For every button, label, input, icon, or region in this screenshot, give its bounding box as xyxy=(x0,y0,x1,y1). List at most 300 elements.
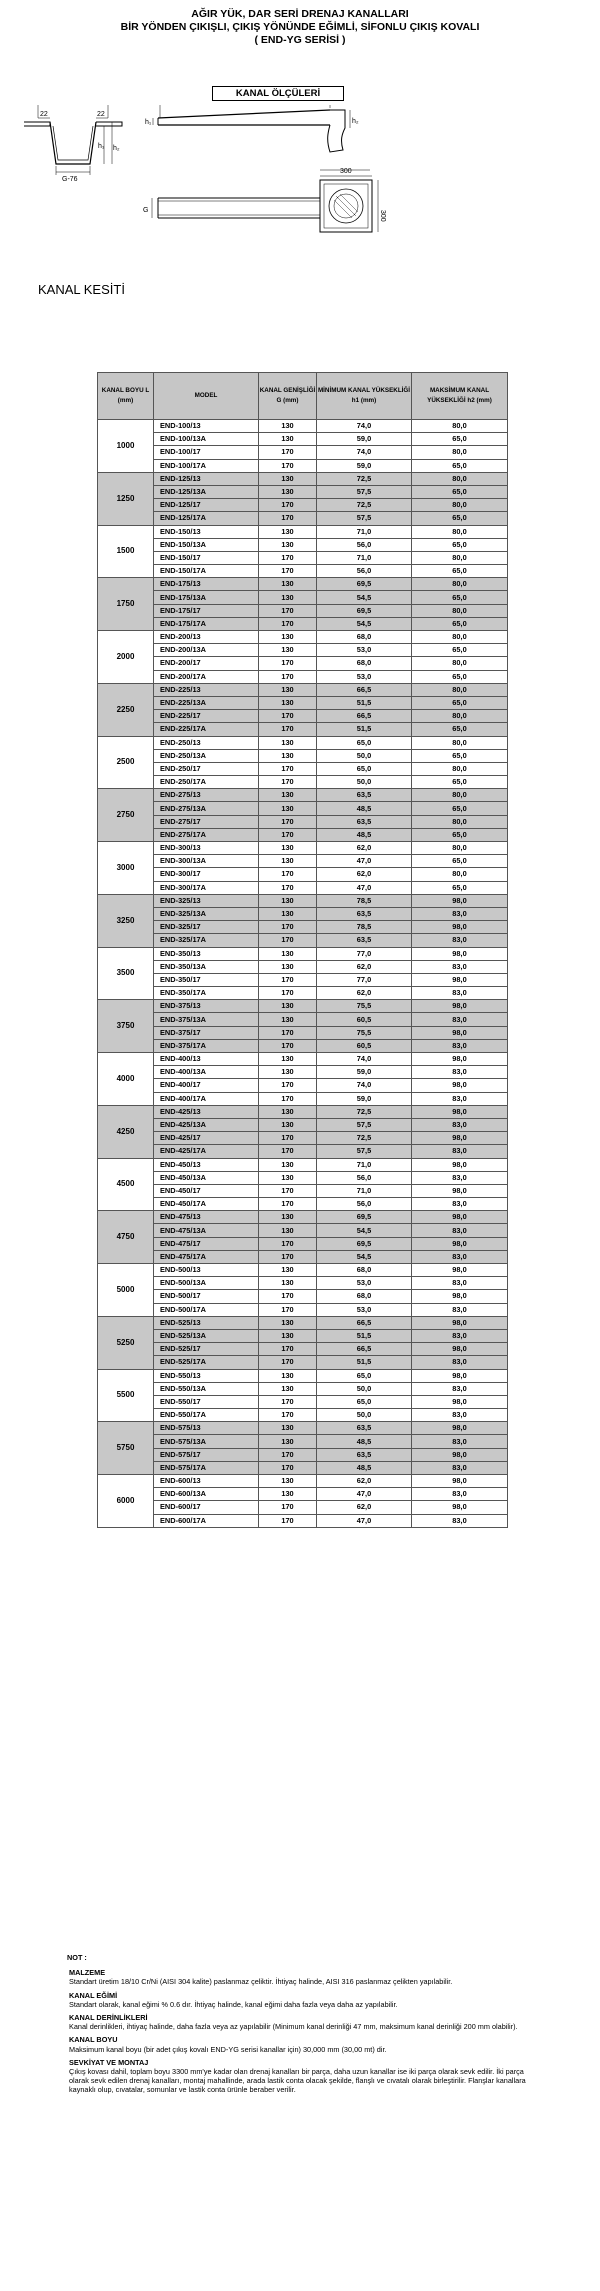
header-min-height: MİNİMUM KANAL YÜKSEKLİĞİ h1 (mm) xyxy=(317,373,412,420)
side-h2-label: h₂ xyxy=(352,118,359,125)
cell-width: 170 xyxy=(259,1343,317,1356)
cell-min-height: 75,5 xyxy=(317,1026,412,1039)
table-row xyxy=(98,446,508,459)
cell-width: 170 xyxy=(259,1395,317,1408)
cell-min-height: 50,0 xyxy=(317,776,412,789)
cell-model: END-475/13A xyxy=(154,1224,259,1237)
table-row xyxy=(98,1475,508,1488)
table-row xyxy=(98,1461,508,1474)
table-row xyxy=(98,987,508,1000)
cell-min-height: 65,0 xyxy=(317,736,412,749)
cell-max-height: 80,0 xyxy=(412,710,508,723)
cell-length: 3500 xyxy=(98,947,154,1000)
cell-min-height: 51,5 xyxy=(317,1329,412,1342)
cell-max-height: 83,0 xyxy=(412,1382,508,1395)
cell-model: END-425/13A xyxy=(154,1118,259,1131)
cell-model: END-550/17 xyxy=(154,1395,259,1408)
cell-min-height: 65,0 xyxy=(317,1395,412,1408)
cell-model: END-425/17 xyxy=(154,1132,259,1145)
cell-max-height: 83,0 xyxy=(412,1198,508,1211)
table-row xyxy=(98,512,508,525)
cell-min-height: 63,5 xyxy=(317,815,412,828)
cell-max-height: 80,0 xyxy=(412,420,508,433)
cell-max-height: 83,0 xyxy=(412,1277,508,1290)
cell-min-height: 48,5 xyxy=(317,1461,412,1474)
cell-min-height: 66,5 xyxy=(317,710,412,723)
table-group xyxy=(98,1158,508,1211)
cell-max-height: 80,0 xyxy=(412,525,508,538)
cell-width: 130 xyxy=(259,1316,317,1329)
table-row xyxy=(98,934,508,947)
table-row xyxy=(98,1092,508,1105)
kanal-kesiti-label: KANAL KESİTİ xyxy=(38,282,125,297)
cell-model: END-375/13 xyxy=(154,1000,259,1013)
cell-model: END-225/17 xyxy=(154,710,259,723)
cell-max-height: 80,0 xyxy=(412,472,508,485)
table-row xyxy=(98,1158,508,1171)
table-row xyxy=(98,617,508,630)
cell-width: 170 xyxy=(259,1198,317,1211)
note-heading: SEVKİYAT VE MONTAJ xyxy=(69,2057,149,2067)
cell-width: 130 xyxy=(259,749,317,762)
cell-min-height: 47,0 xyxy=(317,1514,412,1527)
cell-model: END-200/13A xyxy=(154,644,259,657)
table-row xyxy=(98,670,508,683)
cell-min-height: 72,5 xyxy=(317,1132,412,1145)
cell-model: END-500/13A xyxy=(154,1277,259,1290)
cell-model: END-600/17A xyxy=(154,1514,259,1527)
cell-model: END-125/17 xyxy=(154,499,259,512)
cell-max-height: 65,0 xyxy=(412,433,508,446)
cell-max-height: 98,0 xyxy=(412,921,508,934)
cell-max-height: 98,0 xyxy=(412,894,508,907)
cell-width: 170 xyxy=(259,1409,317,1422)
cell-width: 170 xyxy=(259,881,317,894)
cell-min-height: 68,0 xyxy=(317,657,412,670)
table-row xyxy=(98,1250,508,1263)
cell-width: 170 xyxy=(259,657,317,670)
cell-max-height: 98,0 xyxy=(412,1158,508,1171)
table-row xyxy=(98,749,508,762)
table-group xyxy=(98,1475,508,1528)
cell-max-height: 98,0 xyxy=(412,947,508,960)
cell-min-height: 48,5 xyxy=(317,828,412,841)
cell-min-height: 74,0 xyxy=(317,420,412,433)
cell-model: END-275/13A xyxy=(154,802,259,815)
cell-width: 130 xyxy=(259,696,317,709)
cell-model: END-300/13 xyxy=(154,842,259,855)
cell-model: END-450/13 xyxy=(154,1158,259,1171)
cell-min-height: 63,5 xyxy=(317,789,412,802)
cell-max-height: 65,0 xyxy=(412,565,508,578)
table-row xyxy=(98,1343,508,1356)
table-group xyxy=(98,683,508,736)
cell-model: END-150/17 xyxy=(154,551,259,564)
cell-min-height: 62,0 xyxy=(317,987,412,1000)
cell-max-height: 80,0 xyxy=(412,551,508,564)
note-heading: KANAL DERİNLİKLERİ xyxy=(69,2013,148,2023)
cell-max-height: 83,0 xyxy=(412,1092,508,1105)
table-row xyxy=(98,828,508,841)
cell-min-height: 74,0 xyxy=(317,1053,412,1066)
cell-width: 130 xyxy=(259,960,317,973)
cell-min-height: 57,5 xyxy=(317,1145,412,1158)
note-text: Standart üretim 18/10 Cr/Ni (AISI 304 kalite) paslanmaz çeliktir. İhtiyaç halinde, AISI 316 paslanmaz çelikten yapılabilir. xyxy=(69,1977,453,1987)
section-title: KANAL ÖLÇÜLERİ xyxy=(212,86,344,101)
cell-width: 130 xyxy=(259,1105,317,1118)
table-row xyxy=(98,789,508,802)
table-row xyxy=(98,1237,508,1250)
cell-width: 170 xyxy=(259,710,317,723)
cell-max-height: 65,0 xyxy=(412,881,508,894)
cell-min-height: 69,5 xyxy=(317,578,412,591)
table-row xyxy=(98,881,508,894)
cell-width: 170 xyxy=(259,1250,317,1263)
cell-model: END-375/17A xyxy=(154,1039,259,1052)
cell-model: END-275/13 xyxy=(154,789,259,802)
cell-min-height: 54,5 xyxy=(317,1250,412,1263)
cell-min-height: 69,5 xyxy=(317,1237,412,1250)
table-row xyxy=(98,1303,508,1316)
note-text: Çıkış kovası dahil, toplam boyu 3300 mm'ye kadar olan drenaj kanalları bir parça, daha uzun kanallar ise iki parça olarak sevk edilir. İki parça olarak sevk edilen drenaj kanalları, montaj mahallinde, arada lastik conta olacak şekilde, flanşlı ve cıvatalı olarak birleştirilir. Flanşlar kanallara kaynaklı olup, cıvatalar, somunlar ve lastik conta ürünle beraber verilir. xyxy=(69,2067,526,2095)
cell-model: END-250/17 xyxy=(154,762,259,775)
cell-length: 1000 xyxy=(98,420,154,473)
table-group xyxy=(98,472,508,525)
cell-min-height: 47,0 xyxy=(317,1488,412,1501)
cell-max-height: 98,0 xyxy=(412,1448,508,1461)
cell-model: END-525/17A xyxy=(154,1356,259,1369)
table-group xyxy=(98,947,508,1000)
table-row xyxy=(98,1224,508,1237)
cell-width: 130 xyxy=(259,1000,317,1013)
cell-width: 170 xyxy=(259,723,317,736)
cell-length: 5250 xyxy=(98,1316,154,1369)
plan-view-drawing xyxy=(152,170,378,232)
table-group xyxy=(98,631,508,684)
cell-min-height: 69,5 xyxy=(317,1211,412,1224)
cell-width: 130 xyxy=(259,855,317,868)
table-group xyxy=(98,420,508,473)
dim-300-top: 300 xyxy=(340,168,352,175)
table-row xyxy=(98,565,508,578)
table-group xyxy=(98,789,508,842)
cell-model: END-300/17 xyxy=(154,868,259,881)
cell-width: 170 xyxy=(259,499,317,512)
cell-width: 170 xyxy=(259,1026,317,1039)
cell-max-height: 98,0 xyxy=(412,1184,508,1197)
cell-min-height: 78,5 xyxy=(317,921,412,934)
table-row xyxy=(98,736,508,749)
cell-width: 130 xyxy=(259,1264,317,1277)
cell-length: 3750 xyxy=(98,1000,154,1053)
cell-width: 130 xyxy=(259,472,317,485)
cell-length: 2000 xyxy=(98,631,154,684)
cell-max-height: 65,0 xyxy=(412,485,508,498)
table-row xyxy=(98,894,508,907)
table-row xyxy=(98,1039,508,1052)
note-text: Kanal derinlikleri, ihtiyaç halinde, daha fazla veya az yapılabilir (Minimum kanal derinliği 47 mm, maksimum kanal derinliği 200 mm olabilir). xyxy=(69,2022,518,2032)
cell-width: 130 xyxy=(259,802,317,815)
cell-length: 2500 xyxy=(98,736,154,789)
cell-length: 2250 xyxy=(98,683,154,736)
cell-width: 170 xyxy=(259,1501,317,1514)
cell-min-height: 56,0 xyxy=(317,1198,412,1211)
cell-max-height: 83,0 xyxy=(412,1303,508,1316)
cell-max-height: 65,0 xyxy=(412,749,508,762)
cell-width: 170 xyxy=(259,868,317,881)
cell-max-height: 65,0 xyxy=(412,644,508,657)
cell-width: 170 xyxy=(259,670,317,683)
table-group xyxy=(98,1422,508,1475)
table-row xyxy=(98,1132,508,1145)
cell-max-height: 83,0 xyxy=(412,1066,508,1079)
cell-max-height: 83,0 xyxy=(412,1039,508,1052)
cell-max-height: 83,0 xyxy=(412,1356,508,1369)
table-row xyxy=(98,907,508,920)
cell-model: END-450/17A xyxy=(154,1198,259,1211)
cell-min-height: 47,0 xyxy=(317,881,412,894)
cell-model: END-450/17 xyxy=(154,1184,259,1197)
cell-max-height: 98,0 xyxy=(412,1501,508,1514)
cell-model: END-475/17 xyxy=(154,1237,259,1250)
cell-length: 4500 xyxy=(98,1158,154,1211)
cell-min-height: 60,5 xyxy=(317,1013,412,1026)
cell-min-height: 62,0 xyxy=(317,1501,412,1514)
note-heading: KANAL BOYU xyxy=(69,2035,118,2045)
cell-width: 170 xyxy=(259,1290,317,1303)
table-group xyxy=(98,1316,508,1369)
cell-length: 4250 xyxy=(98,1105,154,1158)
cell-width: 170 xyxy=(259,1145,317,1158)
cell-model: END-350/13A xyxy=(154,960,259,973)
table-row xyxy=(98,973,508,986)
cell-width: 130 xyxy=(259,1158,317,1171)
table-row xyxy=(98,947,508,960)
cell-length: 5500 xyxy=(98,1369,154,1422)
cell-min-height: 71,0 xyxy=(317,1158,412,1171)
cell-model: END-425/13 xyxy=(154,1105,259,1118)
cell-min-height: 66,5 xyxy=(317,1343,412,1356)
table-row xyxy=(98,868,508,881)
note-heading: MALZEME xyxy=(69,1968,106,1978)
cell-width: 170 xyxy=(259,1448,317,1461)
cell-max-height: 83,0 xyxy=(412,1488,508,1501)
cell-model: END-600/13A xyxy=(154,1488,259,1501)
cell-min-height: 50,0 xyxy=(317,1409,412,1422)
cell-model: END-150/17A xyxy=(154,565,259,578)
cell-max-height: 98,0 xyxy=(412,1475,508,1488)
cell-width: 130 xyxy=(259,1211,317,1224)
table-row xyxy=(98,1409,508,1422)
table-row xyxy=(98,1488,508,1501)
cell-max-height: 98,0 xyxy=(412,1237,508,1250)
cell-min-height: 77,0 xyxy=(317,973,412,986)
cell-max-height: 65,0 xyxy=(412,855,508,868)
cell-max-height: 80,0 xyxy=(412,604,508,617)
cell-width: 130 xyxy=(259,907,317,920)
cell-max-height: 80,0 xyxy=(412,446,508,459)
cell-min-height: 66,5 xyxy=(317,683,412,696)
cell-length: 4000 xyxy=(98,1053,154,1106)
cell-min-height: 75,5 xyxy=(317,1000,412,1013)
cell-width: 130 xyxy=(259,644,317,657)
cell-max-height: 98,0 xyxy=(412,1316,508,1329)
cell-min-height: 59,0 xyxy=(317,1092,412,1105)
cell-min-height: 57,5 xyxy=(317,485,412,498)
cell-max-height: 83,0 xyxy=(412,1013,508,1026)
cell-width: 130 xyxy=(259,1171,317,1184)
table-row xyxy=(98,1053,508,1066)
table-row xyxy=(98,1211,508,1224)
cell-width: 130 xyxy=(259,1118,317,1131)
cell-length: 5750 xyxy=(98,1422,154,1475)
cell-min-height: 48,5 xyxy=(317,1435,412,1448)
cell-model: END-425/17A xyxy=(154,1145,259,1158)
cell-max-height: 80,0 xyxy=(412,789,508,802)
cell-width: 170 xyxy=(259,446,317,459)
cell-min-height: 71,0 xyxy=(317,1184,412,1197)
table-group xyxy=(98,1053,508,1106)
cell-min-height: 62,0 xyxy=(317,842,412,855)
cell-width: 170 xyxy=(259,459,317,472)
cell-width: 130 xyxy=(259,1475,317,1488)
cell-max-height: 83,0 xyxy=(412,1171,508,1184)
cell-width: 130 xyxy=(259,1053,317,1066)
cell-model: END-475/13 xyxy=(154,1211,259,1224)
cell-min-height: 74,0 xyxy=(317,446,412,459)
cell-model: END-400/17 xyxy=(154,1079,259,1092)
cell-min-height: 57,5 xyxy=(317,512,412,525)
cell-max-height: 65,0 xyxy=(412,538,508,551)
cell-model: END-100/13 xyxy=(154,420,259,433)
table-row xyxy=(98,815,508,828)
cell-model: END-175/13 xyxy=(154,578,259,591)
cell-model: END-275/17 xyxy=(154,815,259,828)
dimensions-table-wrapper xyxy=(97,372,507,1528)
cell-model: END-350/17A xyxy=(154,987,259,1000)
cell-min-height: 51,5 xyxy=(317,723,412,736)
cell-model: END-400/13A xyxy=(154,1066,259,1079)
cell-width: 130 xyxy=(259,1066,317,1079)
cell-min-height: 51,5 xyxy=(317,1356,412,1369)
cell-width: 170 xyxy=(259,921,317,934)
cell-min-height: 72,5 xyxy=(317,499,412,512)
cell-min-height: 72,5 xyxy=(317,472,412,485)
table-row xyxy=(98,1448,508,1461)
note-text: Maksimum kanal boyu (bir adet çıkış kovalı END-YG serisi kanallar için) 30,000 mm (30,00 mt) dir. xyxy=(69,2044,387,2054)
side-h1-label: h₁ xyxy=(145,119,152,126)
table-row xyxy=(98,1435,508,1448)
table-row xyxy=(98,683,508,696)
cell-model: END-500/13 xyxy=(154,1264,259,1277)
cell-width: 170 xyxy=(259,1303,317,1316)
cell-max-height: 98,0 xyxy=(412,1369,508,1382)
cell-min-height: 62,0 xyxy=(317,960,412,973)
cell-width: 170 xyxy=(259,1237,317,1250)
cell-min-height: 77,0 xyxy=(317,947,412,960)
cell-max-height: 83,0 xyxy=(412,1118,508,1131)
cell-min-height: 50,0 xyxy=(317,1382,412,1395)
header-width: KANAL GENİŞLİĞİ G (mm) xyxy=(259,373,317,420)
notes-section xyxy=(67,1953,537,2099)
table-row xyxy=(98,644,508,657)
table-row xyxy=(98,855,508,868)
cell-width: 170 xyxy=(259,776,317,789)
h2-label: h₂ xyxy=(113,145,120,152)
cell-width: 130 xyxy=(259,538,317,551)
header-model: MODEL xyxy=(154,373,259,420)
cell-max-height: 98,0 xyxy=(412,1026,508,1039)
cell-width: 130 xyxy=(259,525,317,538)
cell-model: END-200/13 xyxy=(154,631,259,644)
g76-label: G-76 xyxy=(62,176,78,183)
table-row xyxy=(98,776,508,789)
cell-model: END-500/17A xyxy=(154,1303,259,1316)
cell-min-height: 62,0 xyxy=(317,1475,412,1488)
cell-max-height: 80,0 xyxy=(412,499,508,512)
cell-width: 130 xyxy=(259,485,317,498)
table-group xyxy=(98,525,508,578)
cell-width: 170 xyxy=(259,565,317,578)
cell-max-height: 98,0 xyxy=(412,1053,508,1066)
cell-min-height: 54,5 xyxy=(317,591,412,604)
cell-width: 170 xyxy=(259,604,317,617)
cell-model: END-375/17 xyxy=(154,1026,259,1039)
table-row xyxy=(98,459,508,472)
cell-max-height: 98,0 xyxy=(412,1132,508,1145)
cell-model: END-475/17A xyxy=(154,1250,259,1263)
cell-min-height: 66,5 xyxy=(317,1316,412,1329)
cell-min-height: 62,0 xyxy=(317,868,412,881)
cell-model: END-550/13A xyxy=(154,1382,259,1395)
cell-min-height: 47,0 xyxy=(317,855,412,868)
table-row xyxy=(98,1198,508,1211)
header-max-height: MAKSİMUM KANAL YÜKSEKLİĞİ h2 (mm) xyxy=(412,373,508,420)
cell-model: END-225/13 xyxy=(154,683,259,696)
cell-min-height: 56,0 xyxy=(317,1171,412,1184)
cell-min-height: 63,5 xyxy=(317,1422,412,1435)
cell-width: 130 xyxy=(259,420,317,433)
cell-max-height: 83,0 xyxy=(412,960,508,973)
cell-max-height: 83,0 xyxy=(412,907,508,920)
cell-min-height: 53,0 xyxy=(317,644,412,657)
table-row xyxy=(98,1145,508,1158)
cell-min-height: 59,0 xyxy=(317,433,412,446)
cell-model: END-525/17 xyxy=(154,1343,259,1356)
cell-min-height: 68,0 xyxy=(317,1290,412,1303)
cell-max-height: 65,0 xyxy=(412,617,508,630)
table-row xyxy=(98,1514,508,1527)
note-block xyxy=(67,1991,537,2009)
cell-min-height: 71,0 xyxy=(317,551,412,564)
side-elevation-drawing xyxy=(153,105,350,152)
table-row xyxy=(98,1079,508,1092)
cell-model: END-200/17 xyxy=(154,657,259,670)
table-row xyxy=(98,696,508,709)
cell-min-height: 51,5 xyxy=(317,696,412,709)
table-row xyxy=(98,604,508,617)
table-row xyxy=(98,1026,508,1039)
cell-min-height: 68,0 xyxy=(317,1264,412,1277)
note-block xyxy=(67,2035,537,2053)
cell-max-height: 80,0 xyxy=(412,868,508,881)
cell-max-height: 83,0 xyxy=(412,1435,508,1448)
table-row xyxy=(98,1105,508,1118)
table-row xyxy=(98,921,508,934)
cell-model: END-325/17A xyxy=(154,934,259,947)
notes-title: NOT : xyxy=(67,1953,87,1962)
cell-model: END-300/13A xyxy=(154,855,259,868)
